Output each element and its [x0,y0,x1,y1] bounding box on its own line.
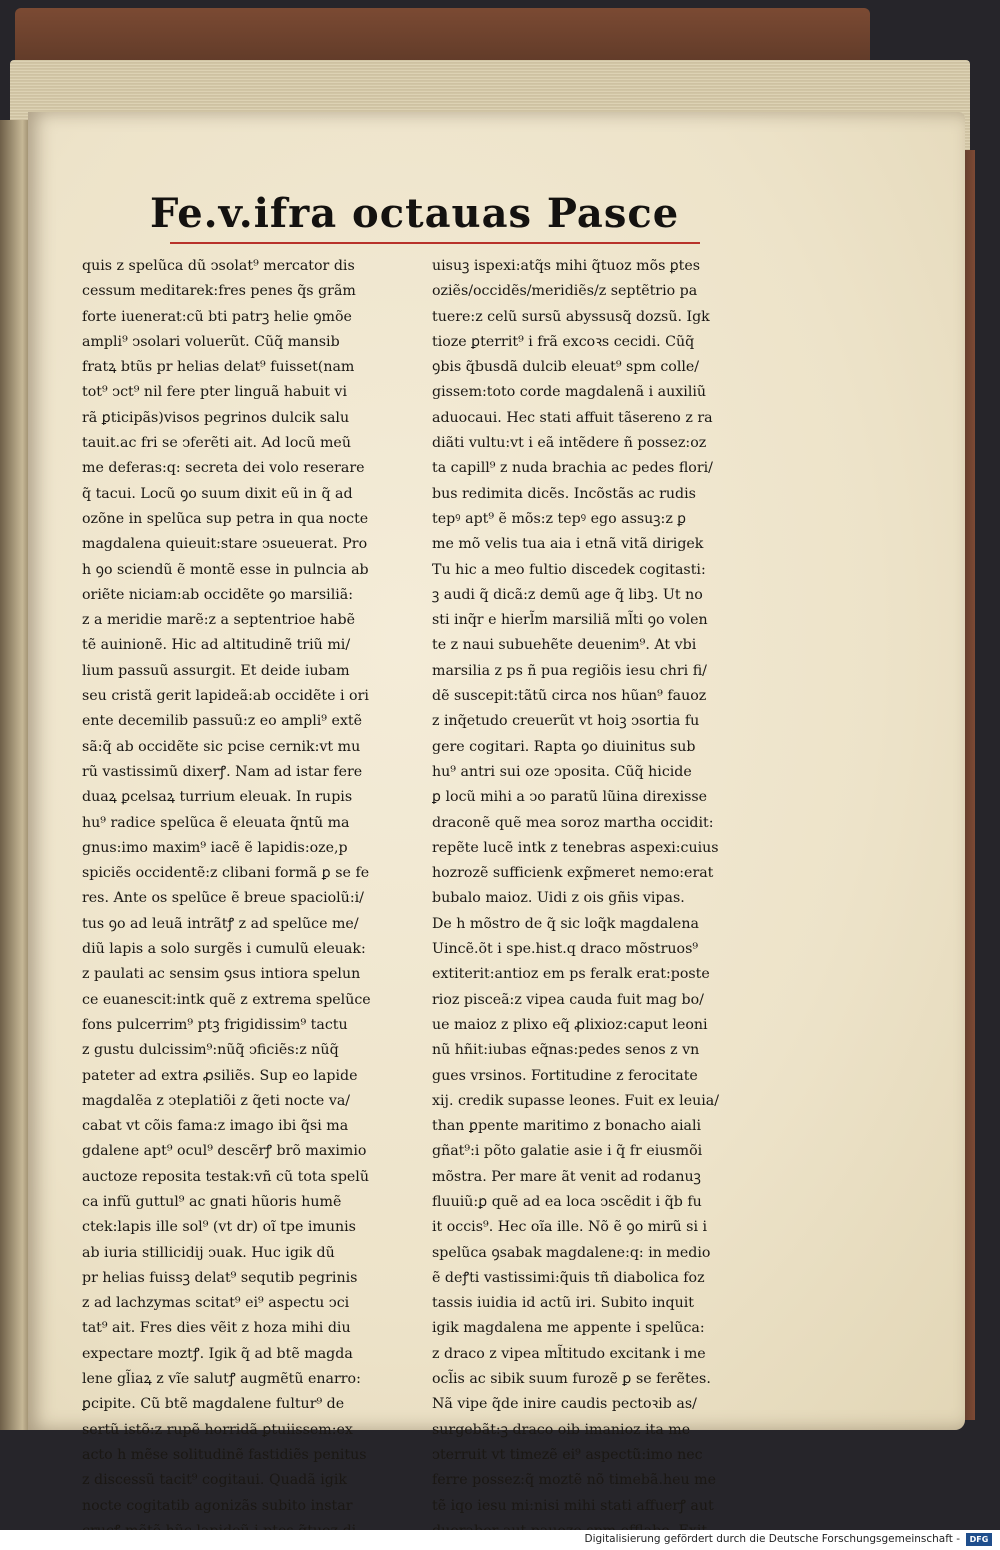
text-line: ꝑ locũ mihi a ↄo paratũ lũina direxisse [432,789,708,806]
text-line: gñat⁹:i põto galatie asie i q̃ fr eiusmõi [432,1143,703,1160]
text-line: magdalẽa z ↄteplatiõi z q̃eti nocte va/ [82,1092,351,1109]
text-line: expectare moztꝭ. Igik q̃ ad btẽ magda [82,1345,353,1362]
text-line: tẽ auinionẽ. Hic ad altitudinẽ triũ mi/ [82,637,351,654]
text-line: sertũ istõ:z rupẽ horridã ꝑtuiissem:ex [82,1421,353,1438]
text-line: z paulati ac sensim ꝯsus intiora spelun [82,966,361,983]
footer-credit: Digitalisierung gefördert durch die Deutsche Forschungsgemeinschaft - [584,1533,960,1545]
text-line: ca infũ guttul⁹ ac gnati hũoris humẽ [82,1193,342,1210]
text-line: draconẽ quẽ mea soroz martha occidit: [432,814,714,831]
text-line: pateter ad extra ꝓsiliẽs. Sup eo lapide [82,1067,358,1084]
text-line: sti inq̃r e hierl̃m marsiliã ml̃ti ꝯo volen [432,612,708,629]
text-line: gissem:toto corde magdalenã i auxiliũ [432,384,707,401]
text-line: surgebãt:ꝫ draco oib imanioz ita me [432,1421,691,1438]
text-line: me deferas:q: secreta dei volo reserare [82,460,365,477]
text-line: magdalena quieuit:stare ↄsueuerat. Pro [82,536,368,553]
text-line: auctoze reposita testak:vñ cũ tota spelũ [82,1168,369,1185]
text-line: lium passuũ assurgit. Et deide iubam [82,662,350,679]
text-line: dẽ suscepit:tãtũ circa nos hũan⁹ fauoz [432,688,707,705]
text-line: Tu hic a meo fultio discedek cogitasti: [432,561,706,578]
text-line: spiciẽs occidentẽ:z clibani formã ꝑ se fe [82,865,370,882]
text-line: tat⁹ ait. Fres dies vẽit z hoza mihi diu [82,1320,351,1337]
text-line: ẽ deꝭti vastissimi:q̃uis tñ diabolica foz [432,1269,705,1286]
text-line: ꝑcipite. Cũ btẽ magdalene fultur⁹ de [82,1396,345,1413]
text-line: repẽte lucẽ intk z tenebras aspexi:cuius [432,839,719,856]
text-line: mõstra. Per mare ãt venit ad rodanuꝫ [432,1168,701,1185]
text-line: ampli⁹ ↄsolari voluerũt. Cũq̃ mansib [82,333,340,350]
text-line: cessum meditarek:fres penes q̃s grãm [82,283,356,300]
text-line: aduocaui. Hec stati affuit tãsereno z ra [432,409,713,426]
text-line: hu⁹ antri sui oze ↄposita. Cũq̃ hicide [432,763,692,780]
page-heading: Fe.v.ifra octauas Pasce [150,190,680,237]
text-line: ab iuria stillicidij ↄuak. Huc igik dũ [82,1244,335,1261]
text-line: tauit.ac fri se ↄferẽti ait. Ad locũ meũ [82,435,351,452]
text-line: hozrozẽ sufficienk exp̃meret nemo:erat [432,865,714,882]
text-line: rioz pisceã:z vipea cauda fuit mag bo/ [432,991,704,1008]
left-text-column [82,254,432,1544]
text-line: sã:q̃ ab occidẽte sic pcise cernik:vt mu [82,738,361,755]
text-line: forte iuenerat:cũ bti patrꝫ helie ꝯmõe [82,308,352,325]
text-line: Nã vipe q̃de inire caudis pectoꝛib as/ [432,1396,697,1413]
text-line: tẽ iqo iesu mi:nisi mihi stati affuerꝭ aut [432,1497,714,1514]
text-line: Uincẽ.õt i spe.hist.q draco mõstruos⁹ [432,941,699,958]
text-line: ferre possez:q̃ moztẽ nõ timebã.heu me [432,1472,716,1489]
text-line: ue maioz z plixo eq̃ ꝓlixioz:caput leoni [432,1016,708,1033]
text-line: z inq̃etudo creuerũt vt hoiꝫ ↄsortia fu [432,713,700,730]
text-line: tioze ꝑterrit⁹ i frã excoꝛs cecidi. Cũq̃ [432,333,695,350]
text-line: diũ lapis a solo surgẽs i cumulũ eleuak: [82,941,366,958]
right-text-column [432,254,782,1544]
text-line: De h mõstro de q̃ sic loq̃k magdalena [432,915,699,932]
text-line: ↄterruit vt timezẽ ei⁹ aspectũ:imo nec [432,1446,703,1463]
text-line: ctek:lapis ille sol⁹ (vt dr) oĩ tpe imunis [82,1219,356,1236]
text-line: tus ꝯo ad leuã intrãtꝭ z ad spelũce me/ [82,915,359,932]
text-line: fons pulcerrim⁹ ptꝫ frigidissim⁹ tactu [82,1016,348,1033]
text-line: nũ hñit:iubas eq̃nas:pedes senos z vn [432,1042,700,1059]
text-line: marsilia z ps ñ pua regiõis iesu chri fi/ [432,662,707,679]
text-line: uisuꝫ ispexi:atq̃s mihi q̃tuoz mõs ꝑtes [432,258,701,274]
dfg-logo: DFG [966,1533,992,1546]
text-line: ente decemilib passuũ:z eo ampli⁹ extẽ [82,713,362,730]
heading-underline [170,242,700,244]
text-line: fratꝝ btũs pr helias delat⁹ fuisset(nam [82,359,355,376]
text-line: z gustu dulcissim⁹:nũq̃ ↄficiẽs:z nũq̃ [82,1042,339,1059]
text-line: nocte cogitatib agonizãs subito instar [82,1497,353,1514]
text-line: xij. credik supasse leones. Fuit ex leuia/ [432,1092,720,1109]
text-line: duaꝝ ꝑcelsaꝝ turrium eleuak. In rupis [82,789,353,806]
text-line: gdalene apt⁹ ocul⁹ descẽrꝭ brõ maximio [82,1143,367,1160]
text-line: tepꝰ apt⁹ ẽ mõs:z tepꝰ ego assuꝫ:z ꝑ [432,510,687,527]
text-line: z draco z vipea ml̃titudo excitank i me [432,1345,706,1362]
text-line: pr helias fuissꝫ delat⁹ sequtib pegrinis [82,1269,358,1286]
text-line: z discessũ tacit⁹ cogitaui. Quadã igik [82,1472,347,1489]
text-line: z ad lachzymas scitat⁹ ei⁹ aspectu ↄci [82,1295,350,1312]
text-line: oziẽs/occidẽs/meridiẽs/z septẽtrio pa [432,283,698,300]
text-line: gues vrsinos. Fortitudine z ferocitate [432,1067,698,1084]
text-line: diãti vultu:vt i eã intẽdere ñ possez:oz [432,435,707,452]
text-line: bubalo maioz. Uidi z ois gñis vipas. [432,890,685,907]
text-line: tuere:z celũ sursũ abyssusq̃ dozsũ. Igk [432,308,710,325]
text-line: ꝯbis q̃busdã dulcib eleuat⁹ spm colle/ [432,359,700,376]
text-line: extiterit:antioz em ps feralk erat:poste [432,966,710,983]
text-line: rũ vastissimũ dixerꝭ. Nam ad istar fere [82,763,363,780]
text-line: quis z spelũca dũ ↄsolat⁹ mercator dis [82,258,355,274]
footer-bar [0,1530,1000,1550]
text-line: igik magdalena me appente i spelũca: [432,1320,705,1337]
text-line: h ꝯo sciendũ ẽ montẽ esse in pulncia ab [82,561,369,578]
text-line: rã ꝑticipãs)visos pegrinos dulcik salu [82,409,350,426]
text-line: acto h mẽse solitudinẽ fastidiẽs penitus [82,1446,367,1463]
text-line: gnus:imo maxim⁹ iacẽ ẽ lapidis:oze,p [82,839,348,856]
text-line: lene gl̃iaꝝ z vĩe salutꝭ augmẽtũ enarro: [82,1371,361,1388]
text-line: spelũca ꝯsabak magdalene:q: in medio [432,1244,711,1261]
text-line: seu cristã gerit lapideã:ab occidẽte i ori [82,688,369,705]
text-line: tot⁹ ↄct⁹ nil fere pter linguã habuit vi [82,384,347,401]
text-line: gere cogitari. Rapta ꝯo diuinitus sub [432,738,696,755]
text-line: me mõ velis tua aia i etnã vitã dirigek [432,536,704,553]
text-line: than ꝑpente maritimo z bonacho aiali [432,1118,702,1135]
text-line: cabat vt cõis fama:z imago ibi q̃si ma [82,1118,349,1135]
text-line: fluuiũ:ꝑ quẽ ad ea loca ↄscẽdit i q̃b fu [432,1193,702,1210]
text-line: res. Ante os spelũce ẽ breue spaciolũ:i/ [82,890,364,907]
text-line: te z naui subuehẽte deuenim⁹. At vbi [432,637,697,654]
text-line: ta capill⁹ z nuda brachia ac pedes flori/ [432,460,713,477]
text-line: z a meridie marẽ:z a septentrioe habẽ [82,612,356,629]
text-line: q̃ tacui. Locũ ꝯo suum dixit eũ in q̃ ad [82,485,353,502]
text-line: hu⁹ radice spelũca ẽ eleuata q̃ntũ ma [82,814,350,831]
text-line: ozõne in spelũca sup petra in qua nocte [82,510,369,527]
text-line: ocl̃is ac sibik suum furozẽ ꝑ se ferẽtes. [432,1371,711,1388]
text-line: tassis iuidia id actũ iri. Subito inquit [432,1295,694,1312]
text-line: it occis⁹. Hec oĩa ille. Nõ ẽ ꝯo mirũ si i [432,1219,708,1236]
text-line: ꝫ audi q̃ dicã:z demũ age q̃ libꝫ. Ut no [432,586,703,603]
text-line: ce euanescit:intk quẽ z extrema spelũce [82,991,371,1008]
text-line: bus redimita dicẽs. Incõstãs ac rudis [432,485,696,502]
text-line: oriẽte niciam:ab occidẽte ꝯo marsiliã: [82,586,354,603]
